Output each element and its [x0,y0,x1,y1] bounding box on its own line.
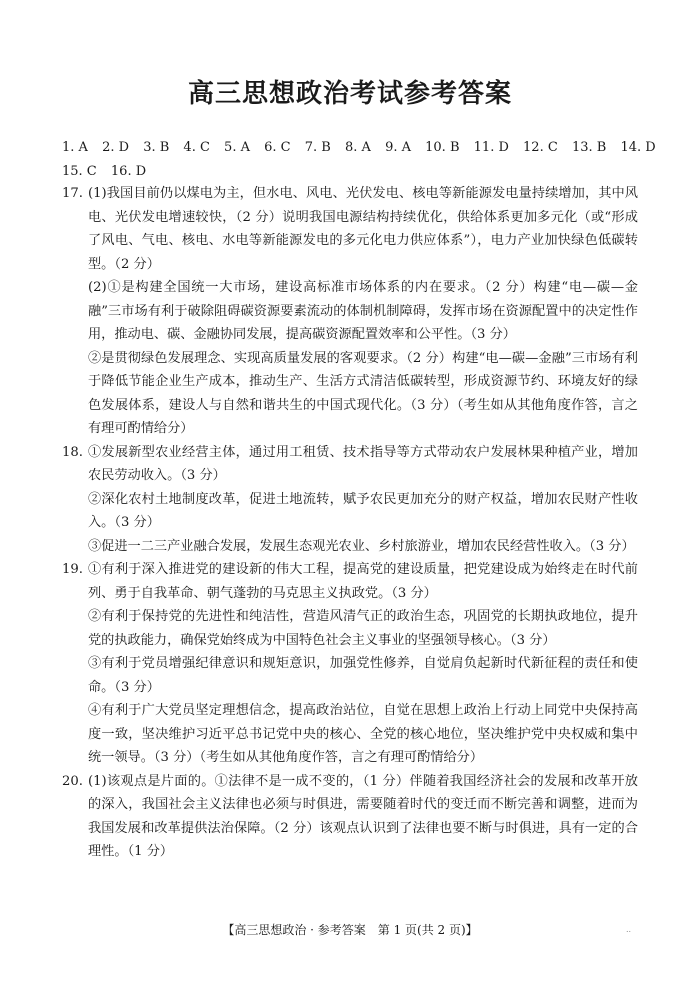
answer-row [62,160,666,184]
page-footer: 【高三思想政治 · 参考答案 第 1 页(共 2 页)】 [222,923,478,937]
answer-paragraph: ④有利于广大党员坚定理想信念，提高政治站位，自觉在思想上政治上行动上同党中央保持高度一致，坚决维护习近平总书记党中央的核心、全党的核心地位，坚决维护党中央权威和集中统一领导。（3 分）（考生如从其他角度作答，言之有理可酌情给分） [88,703,638,765]
answer-paragraph: ②是贯彻绿色发展理念、实现高质量发展的客观要求。（2 分）构建“电—碳—金融”三市场有利于降低节能企业生产成本，推动生产、生活方式清洁低碳转型，形成资源节约、环境友好的绿色发展体系，建设人与自然和谐共生的中国式现代化。（3 分）（考生如从其他角度作答，言之有理可酌情给分） [88,350,638,436]
answer-paragraph: ②深化农村土地制度改革，促进土地流转，赋予农民更加充分的财产权益，增加农民财产性收入。（3 分） [88,491,638,530]
answer-item: 6. C [264,140,291,155]
answer-paragraph: ③有利于党员增强纪律意识和规矩意识，加强党性修养，自觉肩负起新时代新征程的责任和使命。（3 分） [88,656,638,695]
answer-item: 11. D [473,140,509,155]
answer-item: 9. A [385,140,411,155]
answer-row [62,136,666,160]
answer-paragraph: (2)①是构建全国统一大市场，建设高标准市场体系的内在要求。（2 分）构建“电—碳—金融”三市场有利于破除阻碍碳资源要素流动的体制机制障碍，发挥市场在资源配置中的决定性作用，推动电、碳、金融协同发展，提高碳资源配置效率和公平性。（3 分） [88,280,638,342]
answer-paragraph: (1)我国目前仍以煤电为主，但水电、风电、光伏发电、核电等新能源发电量持续增加，其中风电、光伏发电增速较快，（2 分）说明我国电源结构持续优化，供给体系更加多元化（或“形成了风电、气电、核电、水电等新能源发电的多元化电力供应体系”），电力产业加快绿色低碳转型。（2 分） [88,186,638,272]
answer-item: 14. D [620,140,656,155]
question-body [88,441,638,559]
question-number: 18. [62,444,83,460]
answer-item: 13. B [571,140,607,155]
footer-mark: .. [626,925,632,934]
answer-item: 7. B [304,140,331,155]
answer-paragraph: ③促进一二三产业融合发展，发展生态观光农业、乡村旅游业，增加农民经营性收入。（3 分） [88,538,635,554]
question-body [88,770,638,864]
answer-item: 15. C [62,164,97,179]
page-title: 高三思想政治考试参考答案 [187,79,512,109]
question-20 [62,770,638,864]
answer-item: 3. B [143,140,170,155]
answer-item: 4. C [183,140,210,155]
question-number: 17. [62,186,83,201]
answer-item: 12. C [523,140,558,155]
question-body [88,182,638,441]
question-18 [62,441,638,559]
question-17 [62,182,638,441]
answer-paragraph: ①有利于深入推进党的建设新的伟大工程，提高党的建设质量，把党建设成为始终走在时代前列、勇于自我革命、朝气蓬勃的马克思主义执政党。（3 分） [88,562,638,601]
answer-item: 8. A [344,140,371,155]
question-body [88,558,638,770]
answer-item: 1. A [62,140,88,155]
question-number: 19. [62,562,83,577]
answer-item: 10. B [425,140,460,155]
answer-paragraph: (1)该观点是片面的。①法律不是一成不变的，（1 分）伴随着我国经济社会的发展和改革开放的深入，我国社会主义法律也必须与时俱进，需要随着时代的变迁而不断完善和调整，进而为我国发展和改革提供法治保障。（2 分）该观点认识到了法律也要不断与时俱进，具有一定的合理性。（1 分） [88,773,638,859]
question-19 [62,558,638,770]
answer-paragraph: ②有利于保持党的先进性和纯洁性，营造风清气正的政治生态，巩固党的长期执政地位，提升党的执政能力，确保党始终成为中国特色社会主义事业的坚强领导核心。（3 分） [88,609,638,648]
multiple-choice-answers [62,136,666,184]
answer-item: 2. D [102,140,130,155]
answer-paragraph: ①发展新型农业经营主体，通过用工租赁、技术指导等方式带动农户发展林果种植产业，增加农民劳动收入。（3 分） [88,444,638,483]
answer-content [62,182,638,864]
answer-item: 16. D [110,164,147,179]
question-number: 20. [62,773,83,789]
answer-item: 5. A [224,140,250,155]
